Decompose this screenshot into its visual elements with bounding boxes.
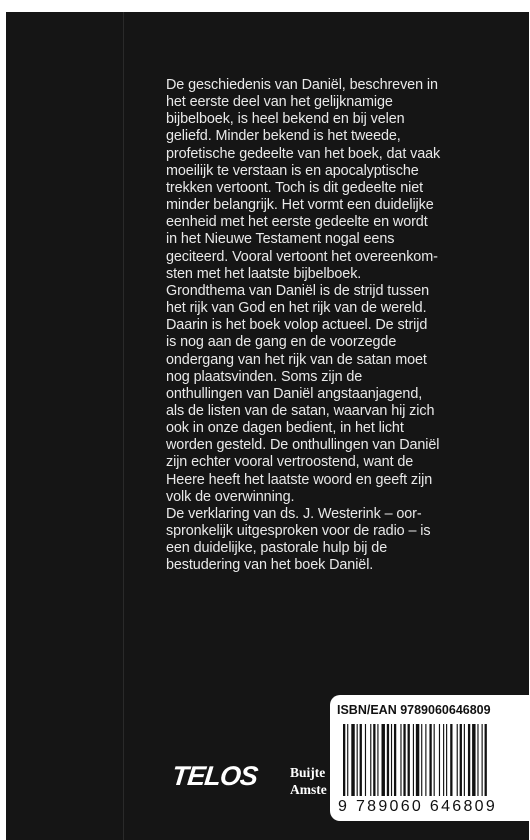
blurb-line: geciteerd. Vooral vertoont het overeenkom- — [166, 248, 438, 265]
blurb-line: als de listen van de satan, waarvan hij zich — [166, 402, 435, 419]
blurb-line: minder belangrijk. Het vormt een duidelijke — [166, 197, 434, 214]
blurb-line: onthullingen van Daniël angstaanjagend, — [166, 385, 423, 402]
blurb-line: Grondthema van Daniël is de strijd tussen — [166, 282, 430, 299]
telos-logo: TELOS — [170, 761, 259, 791]
blurb-line: worden gesteld. De onthullingen van Daniël — [166, 437, 440, 454]
blurb-line: profetische gedeelte van het boek, dat vaak — [166, 145, 441, 162]
publisher-name — [290, 764, 327, 798]
blurb-line: bijbelboek, is heel bekend en bij velen — [166, 111, 405, 128]
isbn-label: ISBN/EAN 9789060646809 — [337, 703, 491, 717]
blurb-line: De geschiedenis van Daniël, beschreven in — [166, 77, 438, 93]
blurb-line: is nog aan de gang en de voorzegde — [166, 334, 397, 351]
publisher-name-line-1: Buijte — [290, 765, 326, 780]
publisher-name-line-2: Amste — [290, 782, 327, 797]
blurb-line: Daarin is het boek volop actueel. De strijd — [166, 317, 428, 334]
blurb-line: in het Nieuwe Testament nogal eens — [166, 231, 395, 248]
blurb-line: trekken vertoont. Toch is dit gedeelte niet — [166, 179, 424, 196]
blurb-line: nog plaatsvinden. Soms zijn de — [166, 368, 363, 385]
blurb-line: geliefd. Minder bekend is het tweede, — [166, 128, 401, 145]
blurb-line: spronkelijk uitgesproken voor de radio – is — [166, 523, 431, 540]
blurb-line: eenheid met het eerste gedeelte en wordt — [166, 214, 428, 231]
barcode-bars — [343, 724, 527, 796]
blurb-line: volk de overwinning. — [166, 488, 295, 505]
blurb-line: moeilijk te verstaan is en apocalyptische — [166, 162, 419, 179]
blurb-line: sten met het laatste bijbelboek. — [166, 265, 362, 282]
blurb-line: ondergang van het rijk van de satan moet — [166, 351, 427, 368]
barcode-digits: 9 789060 646809 — [338, 798, 498, 815]
blurb-line: een duidelijke, pastorale hulp bij de — [166, 540, 388, 557]
spine-fold-line — [123, 12, 124, 840]
blurb-line: bestudering van het boek Daniël. — [166, 557, 374, 574]
blurb-line: het eerste deel van het gelijknamige — [166, 94, 393, 111]
blurb-line: zijn echter vooral vertroostend, want de — [166, 454, 414, 471]
cover-blurb-text — [166, 77, 478, 575]
blurb-line: het rijk van God en het rijk van de wereld. — [166, 300, 427, 317]
blurb-line: ook in onze dagen bedient, in het licht — [166, 420, 404, 437]
blurb-line: De verklaring van ds. J. Westerink – oor- — [166, 505, 422, 522]
blurb-line: Heere heeft het laatste woord en geeft zijn — [166, 471, 433, 488]
